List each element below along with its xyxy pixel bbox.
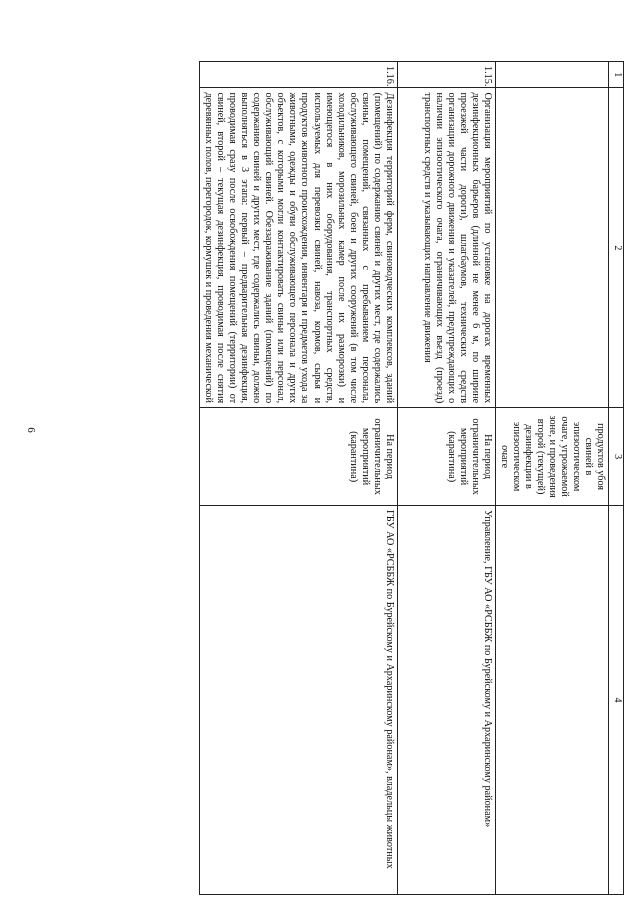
- header-cell-3: 3: [609, 408, 624, 506]
- term-cell: На период ограничительных мероприятий (карантина): [397, 408, 495, 506]
- header-cell-4: 4: [609, 505, 624, 894]
- rotated-page: [84, 61, 624, 895]
- table-row: [200, 62, 398, 895]
- table-row: [397, 62, 495, 895]
- measure-cell: Дезинфекция территорий ферм, свиноводческих комплексов, зданий (помещений) по содержанию свиней и других мест, где содержались свиньи, помещений, связанных с пребыванием персонала, обслуживающего свиней, боен и других сооружений (в том числе холодильников, морозильных камер после их разморозки) и имеющегося в них оборудования, транспортных средств, используемых для перевозки свиней, навоза, кормов, сырья и продуктов животного происхождения, инвентаря и предметов ухода за животными, одежды и обуви обслуживающего персонала и других объектов, с которыми могли контактировать свиньи или персонал, обслуживающий свиней. Обеззараживание зданий (помещений) по содержанию свиней и других мест, где содержались свиньи, должно выполняться в 3 этапа: первый – предварительная дезинфекция, проводимая сразу после освобождения помещений (территории) от свиней, второй – текущая дезинфекция, проводимая после снятия деревянных полов, перегородок, кормушек и проведения механической: [200, 88, 398, 408]
- responsible-cell: ГБУ АО «РСББЖ по Бурейскому и Архаринскому районам», владельцы животных: [200, 505, 398, 894]
- header-row: [609, 62, 624, 895]
- page-number: 6: [25, 427, 37, 433]
- measures-table: [199, 61, 624, 895]
- measure-cell: [495, 88, 608, 408]
- term-cell: продуктов убоя свиней в эпизоотическом очаге, угрожаемой зоне, и проведения второй (текущей) дезинфекции в эпизоотическом очаге: [495, 408, 608, 506]
- row-number: 1.16.: [200, 62, 398, 88]
- term-cell: На период ограничительных мероприятий (карантина): [200, 408, 398, 506]
- measure-cell: Организация мероприятий по установке на дорогах временных дезинфекционных барьеров (длинной не менее 6 м, по ширине проезжей части дороги), шлагбаумов, технических средств организации дорожного движения и указателей, предупреждающих о наличии эпизоотического очага, ограничивающих въезд (проезд) транспортных средств и указывающих направление движения: [397, 88, 495, 408]
- responsible-cell: [495, 505, 608, 894]
- header-cell-1: 1: [609, 62, 624, 88]
- row-number: [495, 62, 608, 88]
- responsible-cell: Управление, ГБУ АО «РСББЖ по Бурейскому и Архаринскому районам»: [397, 505, 495, 894]
- row-number: 1.15.: [397, 62, 495, 88]
- header-cell-2: 2: [609, 88, 624, 408]
- table-row: [495, 62, 608, 895]
